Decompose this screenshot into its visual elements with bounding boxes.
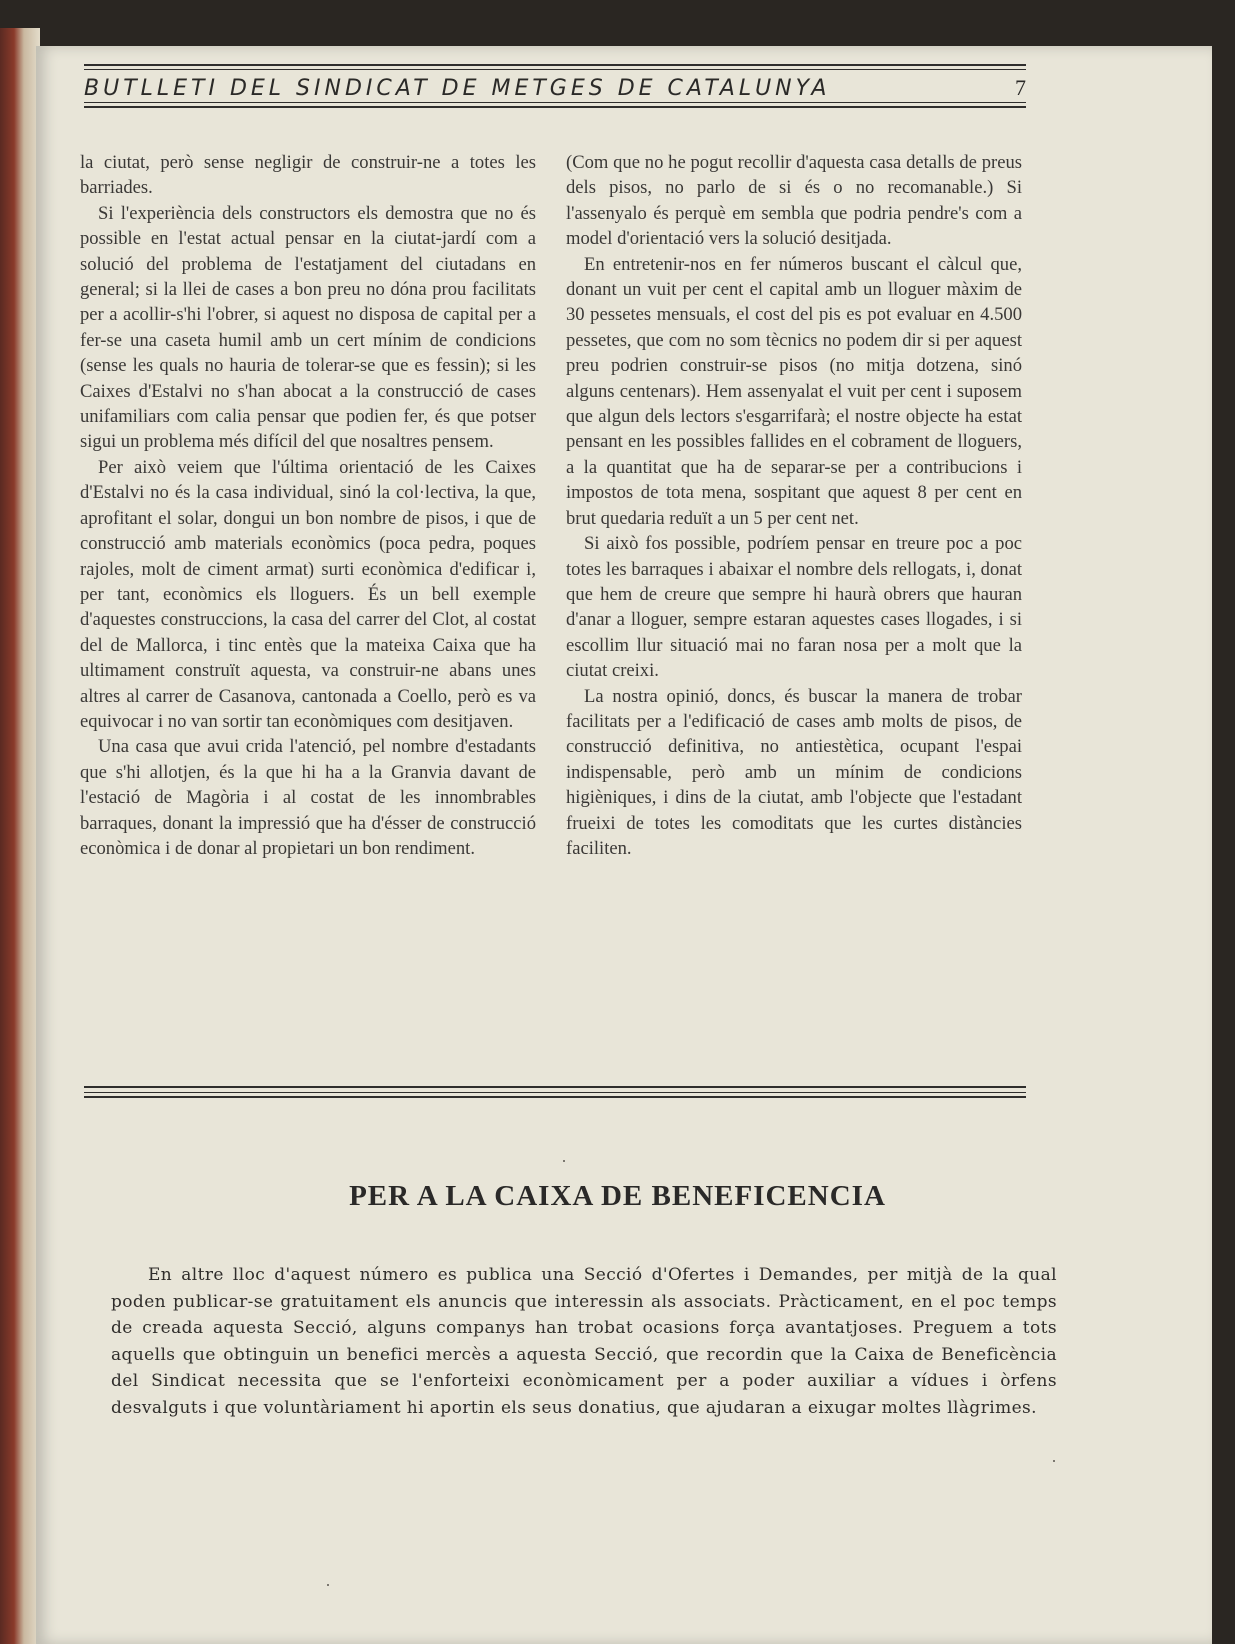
section-title: PER A LA CAIXA DE BENEFICENCIA (349, 1180, 886, 1212)
paragraph: Una casa que avui crida l'atenció, pel nombre d'estadants que s'hi allotjen, és la que hi ha a la Granvia davant de l'estació de Magòria i al costat de les innombrables barraques, donant la impressió que ha d'ésser de construcció econòmica i de donar al propietari un bon rendiment. (80, 736, 536, 859)
paper-speck (1053, 1460, 1055, 1462)
paragraph: (Com que no he pogut recollir d'aquesta casa detalls de preus dels pisos, no parlo de si és o no recomanable.) Si l'assenyalo és perquè em sembla que podria pendre's com a model d'orientació vers la solució desitjada. (566, 152, 1022, 250)
paragraph: En entretenir-nos en fer números buscant el càlcul que, donant un vuit per cent el capital amb un lloguer màxim de 30 pessetes mensuals, el cost del pis es pot evaluar en 4.500 pessetes, que com no som tècnics no podem dir si per aquest preu podrien construir-se pisos (no mitja dotzena, sinó alguns centenars). Hem assenyalat el vuit per cent i suposem que algun dels lectors s'esgarrifarà; el nostre objecte ha estat pensant en les possibles fallides en el cobrament de lloguers, a la quantitat que ha de separar-se per a contribucions i impostos de tota mena, sospitant que aquest 8 per cent en brut quedaria reduït a un 5 per cent net. (566, 253, 1022, 529)
article-body (80, 150, 1033, 1080)
journal-title: BUTLLETI DEL SINDICAT DE METGES DE CATALUNYA (84, 75, 831, 101)
page-number: 7 (1015, 75, 1026, 100)
book-binding-edge (0, 28, 40, 1644)
paragraph: La nostra opinió, doncs, és buscar la manera de trobar facilitats per a l'edificació de cases amb molts de pisos, de construcció definitiva, no antiestètica, ocupant l'espai indispensable, però amb un mínim de condicions higièniques, i dins de la ciutat, amb l'objecte que l'estadant frueixi de totes les comoditats que les curtes distàncies faciliten. (566, 685, 1022, 859)
paragraph: Si això fos possible, podríem pensar en treure poc a poc totes les barraques i abaixar el nombre dels rellogats, i, donat que hem de creure que sempre hi haurà obrers que hauran d'anar a lloguer, sempre estaran aquestes cases llogades, i si escollim llur situació mai no faran nosa per a molt que la ciutat creixi. (566, 533, 1022, 682)
paragraph: Si l'experiència dels constructors els demostra que no és possible en l'estat actual pensar en la ciutat-jardí com a solució del problema de l'estatjament del ciutadans en general; si la llei de cases a bon preu no dóna prou facilitats per a acollir-s'hi l'obrer, si aquest no disposa de capital per a fer-se una caseta humil amb un cert mínim de condicions (sense les quals no hauria de tolerar-se que es fessin); si les Caixes d'Estalvi no s'han abocat a la construcció de cases unifamiliars com calia pensar que podien fer, és que potser sigui un problema més difícil del que nosaltres pensem. (80, 202, 536, 453)
section-divider (84, 1086, 1026, 1098)
paragraph: Per això veiem que l'última orientació de les Caixes d'Estalvi no és la casa individual, sinó la col·lectiva, la que, aprofitant el solar, dongui un bon nombre de pisos, i que de construcció amb materials econòmics (poca pedra, poques rajoles, molt de ciment armat) surti econòmica d'edificar i, per tant, econòmics els lloguers. És un bell exemple d'aquestes construccions, la casa del carrer del Clot, al costat del de Mallorca, i tinc entès que la mateixa Caixa que ha ultimament construït aquesta, va construir-ne abans unes altres al carrer de Casanova, cantonada a Coello, però es va equivocar i no van sortir tan econòmiques com desitjaven. (80, 456, 536, 732)
paragraph: la ciutat, però sense negligir de construir-ne a totes les barriades. (80, 152, 536, 199)
header-row (84, 74, 1026, 102)
paper-speck (327, 1584, 329, 1586)
header-bottom-rule (84, 102, 1026, 112)
right-column (566, 150, 1022, 861)
notice-paragraph: En altre lloc d'aquest número es publica una Secció d'Ofertes i Demandes, per mitjà de la qual poden publicar-se gratuitament els anuncis que interessin als associats. Pràcticament, en el poc temps de creada aquesta Secció, alguns companys han trobat ocasions força avantatjoses. Preguem a tots aquells que obtinguin un benefici mercès a aquesta Secció, que recordin que la Caixa de Beneficència del Sindicat necessita que se l'enforteixi econòmicament per a poder auxiliar a vídues i òrfens desvalguts i que voluntàriament hi aportin els seus donatius, que ajudaran a eixugar moltes llàgrimes. (111, 1265, 1057, 1418)
notice-body (111, 1262, 1057, 1421)
paper-speck (563, 1160, 565, 1162)
running-header (84, 64, 1026, 112)
left-column (80, 150, 536, 861)
header-top-rule (84, 64, 1026, 74)
